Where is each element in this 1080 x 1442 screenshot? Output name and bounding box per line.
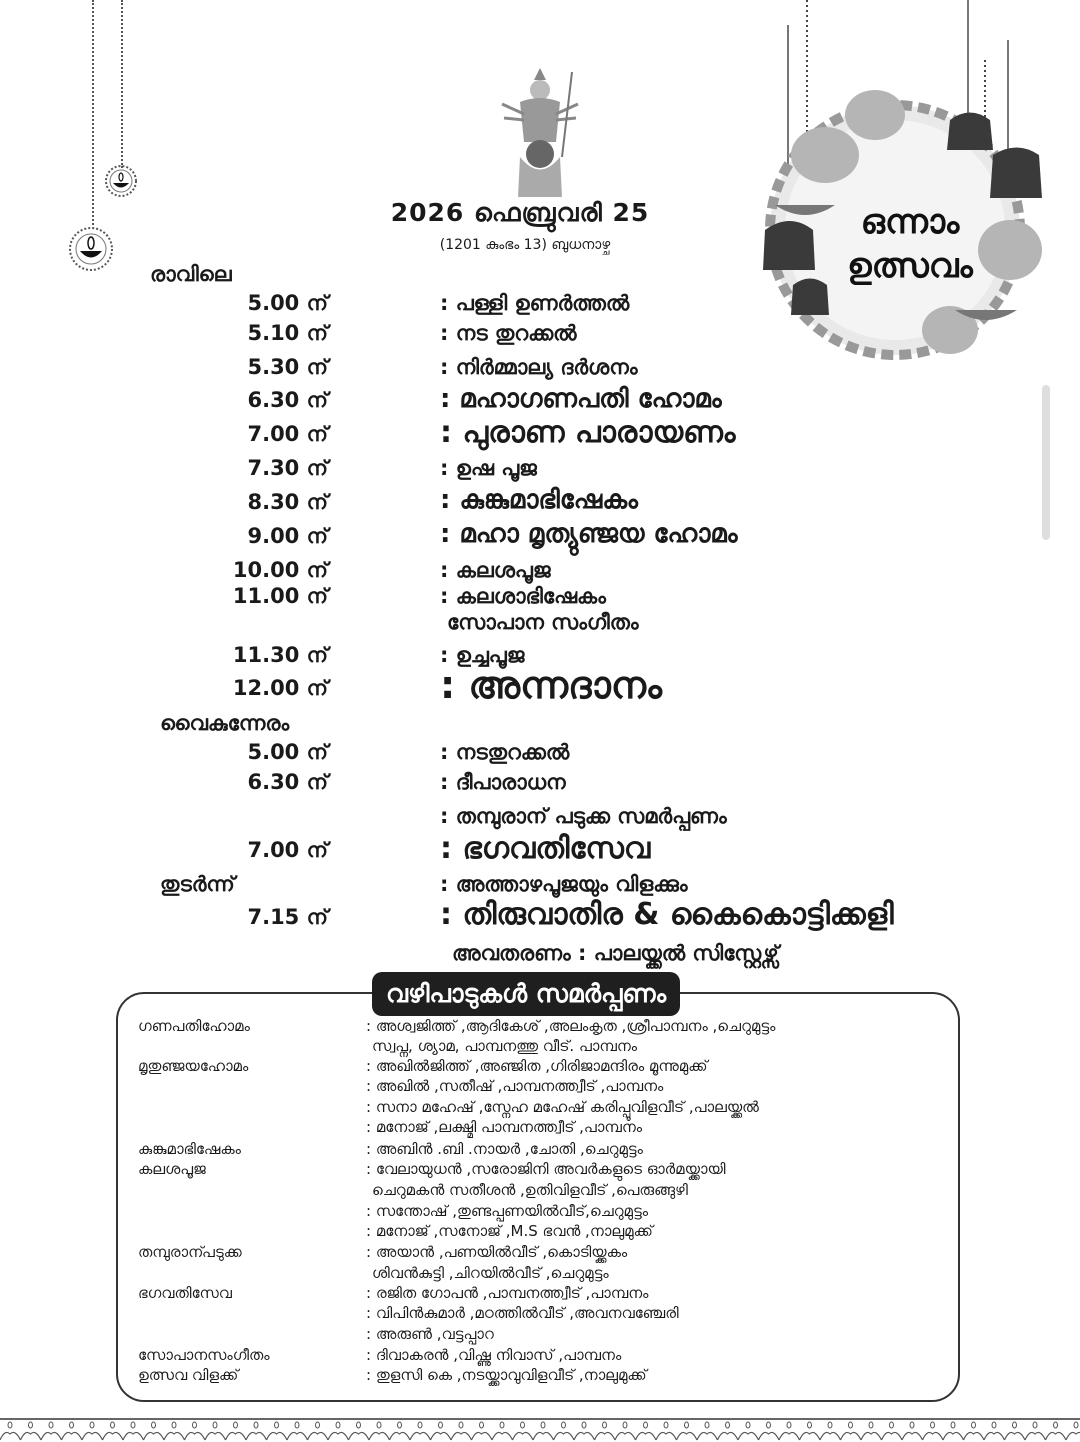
- date-subheading: (1201 കുംഭം 13) ബുധനാഴ്ച: [439, 237, 611, 253]
- section-morning: രാവിലെ: [150, 262, 232, 286]
- offering-row: ഉത്സവ വിളക്ക് : തുളസി കെ ,നടയ്ക്കാവുവിളവീട് ,നാലുമുക്ക്: [138, 1366, 647, 1384]
- schedule-row: 5.10 ന് : നട തുറക്കൽ: [247, 321, 577, 345]
- schedule-row: 11.30 ന് : ഉച്ചപൂജ: [232, 643, 525, 667]
- schedule-row: 10.00 ന് : കലശപൂജ: [232, 558, 551, 582]
- schedule-row: : തമ്പുരാന് പടുക്ക സമർപ്പണം: [440, 804, 727, 828]
- schedule-row: 7.15 ന് : തിരുവാതിര & കൈകൊട്ടിക്കളി: [247, 897, 894, 932]
- offering-row: : അഖിൽ ,സതീഷ് ,പാമ്പനത്ത്വീട് ,പാമ്പനം: [366, 1077, 664, 1095]
- schedule-row: തുടർന്ന് : അത്താഴപൂജയും വിളക്കും: [160, 872, 688, 896]
- offering-row: ശിവൻകുട്ടി ,ചിറയിൽവീട് ,ചെറുമുട്ടം: [372, 1264, 609, 1282]
- offering-row: ഗണപതിഹോമം : അശ്വജിത്ത് ,ആദികേശ് ,അലംകൃത ,ശ്രീപാമ്പനം ,ചെറുമുട്ടം: [138, 1017, 776, 1035]
- schedule-row: 5.30 ന് : നിർമ്മാല്യ ദർശനം: [247, 355, 638, 379]
- schedule-sub-event: സോപാന സംഗീതം: [447, 610, 639, 634]
- offering-row: കുങ്കുമാഭിഷേകം : അബിൻ .ബി .നായർ ,ചോതി ,ചെറുമുട്ടം: [138, 1140, 643, 1158]
- vertical-scrollbar[interactable]: [1042, 385, 1050, 540]
- offering-row: തമ്പുരാന്പടുക്ക : അയാൻ ,പണയിൽവീട് ,കൊടിയ്ക്കകം: [138, 1243, 628, 1261]
- schedule-row: 7.00 ന് : പുരാണ പാരായണം: [247, 415, 736, 450]
- decorative-border: [0, 1418, 1080, 1442]
- schedule-row: 11.00 ന് : കലശാഭിഷേകം: [232, 584, 606, 608]
- offering-row: : മനോജ് ,സനോജ് ,M.S ഭവൻ ,നാലുമുക്ക്: [366, 1222, 653, 1240]
- offering-row: മൃതുഞ്ജയഹോമം : അഖിൽജിത്ത് ,അഞ്ജിത ,ഗിരിജാമന്ദിരം മൂന്നുമുക്ക്: [138, 1057, 708, 1075]
- schedule-row: 6.30 ന് : മഹാഗണപതി ഹോമം: [247, 384, 722, 414]
- offering-row: : സന്തോഷ് ,തുണ്ടപ്പണയിൽവീട്,ചെറുമുട്ടം: [366, 1202, 649, 1220]
- offering-row: സോപാനസംഗീതം : ദിവാകരൻ ,വിഷ്ണു നിവാസ് ,പാമ്പനം: [138, 1346, 622, 1364]
- schedule-row: 5.00 ന് : പള്ളി ഉണർത്തൽ: [247, 291, 630, 315]
- section-evening: വൈകുന്നേരം: [160, 711, 290, 735]
- schedule-row: 5.00 ന് : നടതുറക്കൽ: [247, 740, 570, 764]
- offering-row: : വിപിൻകുമാർ ,മഠത്തിൽവീട് ,അവനവഞ്ചേരി: [366, 1304, 679, 1322]
- offering-row: : മനോജ് ,ലക്ഷ്മി പാമ്പനത്ത്വീട് ,പാമ്പനം: [366, 1118, 643, 1136]
- offering-row: : അരുൺ ,വട്ടപ്പാറ: [366, 1325, 494, 1343]
- offering-row: : സനാ മഹേഷ് ,സ്നേഹ മഹേഷ് കരിപ്പൂവിളവീട് ,പാലയ്ക്കൽ: [366, 1098, 759, 1116]
- offering-row: കലശപൂജ : വേലായുധൻ ,സരോജിനി അവർകളുടെ ഓർമയ്ക്കായി: [138, 1160, 726, 1178]
- badge-line2: ഉത്സവം: [847, 246, 973, 286]
- schedule-row: 7.00 ന് : ഭഗവതിസേവ: [247, 831, 651, 866]
- schedule-row: 6.30 ന് : ദീപാരാധന: [247, 770, 566, 794]
- schedule-row: 7.30 ന് : ഉഷ പൂജ: [247, 456, 537, 480]
- offering-row: ഭഗവതിസേവ : രജിത ഗോപൻ ,പാമ്പനത്ത്വീട് ,പാമ്പനം: [138, 1284, 649, 1302]
- diya-lamp-icon: [100, 160, 142, 202]
- offering-row: സ്വപ്ന, ശ്യാമ, പാമ്പനത്തു വീട്. പാമ്പനം: [372, 1037, 638, 1055]
- deity-illustration: [490, 62, 590, 202]
- schedule-row: 12.00 ന് : അന്നദാനം: [232, 663, 662, 707]
- performance-credit: അവതരണം : പാലയ്ക്കൽ സിസ്റ്റേഴ്സ്: [452, 941, 779, 965]
- offerings-title: വഴിപാടുകൾ സമർപ്പണം: [372, 972, 680, 1016]
- lamp-string: [121, 0, 123, 168]
- schedule-row: 9.00 ന് : മഹാ മൃത്യുഞ്ജയ ഹോമം: [247, 519, 738, 549]
- lamp-string: [92, 0, 94, 225]
- offering-row: ചെറുമകൻ സതീശൻ ,ഉതിവിളവീട് ,പെരുങ്ങുഴി: [372, 1181, 688, 1199]
- badge-line1: ഒന്നാം: [860, 202, 960, 242]
- schedule-row: 8.30 ന് : കുങ്കുമാഭിഷേകം: [247, 485, 638, 515]
- date-heading: 2026 ഫെബ്രുവരി 25: [390, 198, 650, 227]
